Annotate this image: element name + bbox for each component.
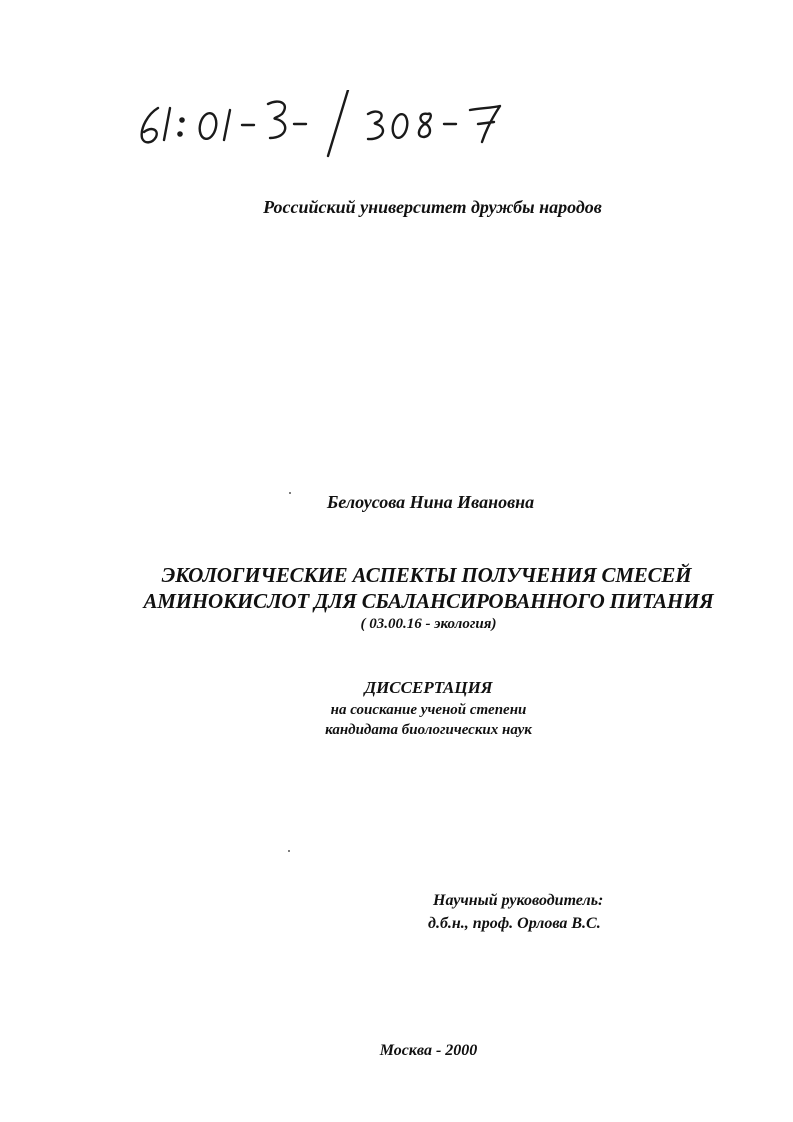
scan-speck <box>289 492 291 494</box>
handwritten-catalog-number <box>130 90 520 160</box>
thesis-title-line-2: АМИНОКИСЛОТ ДЛЯ СБАЛАНСИРОВАННОГО ПИТАНИЯ <box>143 589 714 613</box>
university-name: Российский университет дружбы народов <box>263 197 602 217</box>
degree-line-2: кандидата биологических наук <box>325 722 532 738</box>
work-type: ДИССЕРТАЦИЯ <box>364 678 493 697</box>
author-name: Белоусова Нина Ивановна <box>326 492 535 512</box>
supervisor-name: д.б.н., проф. Орлова В.С. <box>428 915 601 932</box>
specialty-code: ( 03.00.16 - экология) <box>360 616 497 632</box>
degree-line-1: на соискание ученой степени <box>330 702 527 718</box>
thesis-title-line-1: ЭКОЛОГИЧЕСКИЕ АСПЕКТЫ ПОЛУЧЕНИЯ СМЕСЕЙ <box>161 563 692 587</box>
city-year: Москва - 2000 <box>379 1042 478 1059</box>
scan-speck <box>288 850 290 852</box>
supervisor-label: Научный руководитель: <box>433 892 604 909</box>
